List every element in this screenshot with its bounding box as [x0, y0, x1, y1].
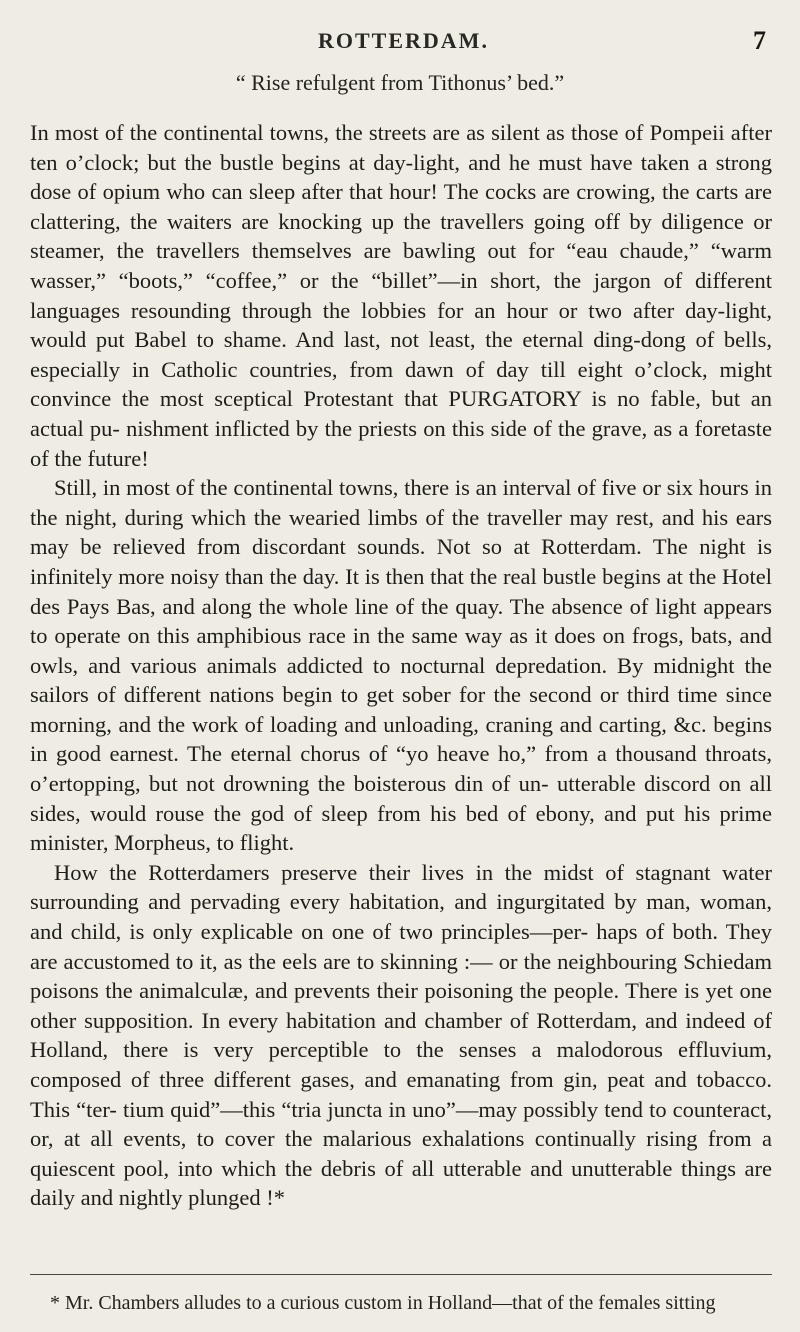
paragraph: How the Rotterdamers preserve their lives in the midst of stagnant water surrounding and pervading every habitation, and ingurgitated by man, woman, and child, is only explicable on one of two principles—per- haps of both. They are accustomed to it, as the eels are to skinning :— or the neighbouring Schiedam poisons the animalculæ, and prevents their poisoning the people. There is yet one other supposition. In every habitation and chamber of Rotterdam, and indeed of Holland, there is very perceptible to the senses a malodorous effluvium, composed of three different gases, and emanating from gin, peat and tobacco. This “ter- tium quid”—this “tria juncta in uno”—may possibly tend to counteract, or, at all events, to cover the malarious exhalations continually rising from a quiescent pool, into which the debris of all utterable and unutterable things are daily and nightly plunged !*	[30, 859, 772, 1211]
body-text	[30, 118, 772, 1213]
paragraph: In most of the continental towns, the streets are as silent as those of Pompeii after ten o’clock; but the bustle begins at day-light, and he must have taken a strong dose of opium who can sleep after that hour! The cocks are crowing, the carts are clattering, the waiters are knocking up the travellers going off by diligence or steamer, the travellers themselves are bawling out for “eau chaude,” “warm wasser,” “boots,” “coffee,” or the “billet”—in short, the jargon of different languages resounding through the lobbies for an hour or two after day-light, would put Babel to shame. And last, not least, the eternal ding-dong of bells, especially in Catholic countries, from dawn of day till eight o’clock, might convince the most sceptical Protestant that PURGATORY is no fable, but an actual pu- nishment inflicted by the priests on this side of the grave, as a foretaste of the future!	[30, 120, 772, 471]
running-title: ROTTERDAM.	[318, 28, 489, 53]
running-head	[0, 28, 800, 58]
footnote-divider	[30, 1274, 772, 1275]
paragraph: Still, in most of the continental towns, there is an interval of five or six hours in the night, during which the wearied limbs of the traveller may rest, and his ears may be relieved from discordant sounds. Not so at Rotterdam. The night is infinitely more noisy than the day. It is then that the real bustle begins at the Hotel des Pays Bas, and along the whole line of the quay. The absence of light appears to operate on this amphibious race in the same way as it does on frogs, bats, and owls, and various animals addicted to nocturnal depredation. By midnight the sailors of different nations begin to get sober for the second or third time since morning, and the work of loading and unloading, craning and carting, &c. begins in good earnest. The eternal chorus of “yo heave ho,” from a thousand throats, o’ertopping, but not drowning the boisterous din of un- utterable discord on all sides, would rouse the god of sleep from his bed of ebony, and put his prime minister, Morpheus, to flight.	[30, 475, 772, 856]
epigraph: “ Rise refulgent from Tithonus’ bed.”	[235, 70, 565, 95]
page-number: 7	[753, 26, 766, 55]
footnote: * Mr. Chambers alludes to a curious custom in Holland—that of the females sitting	[50, 1292, 716, 1314]
